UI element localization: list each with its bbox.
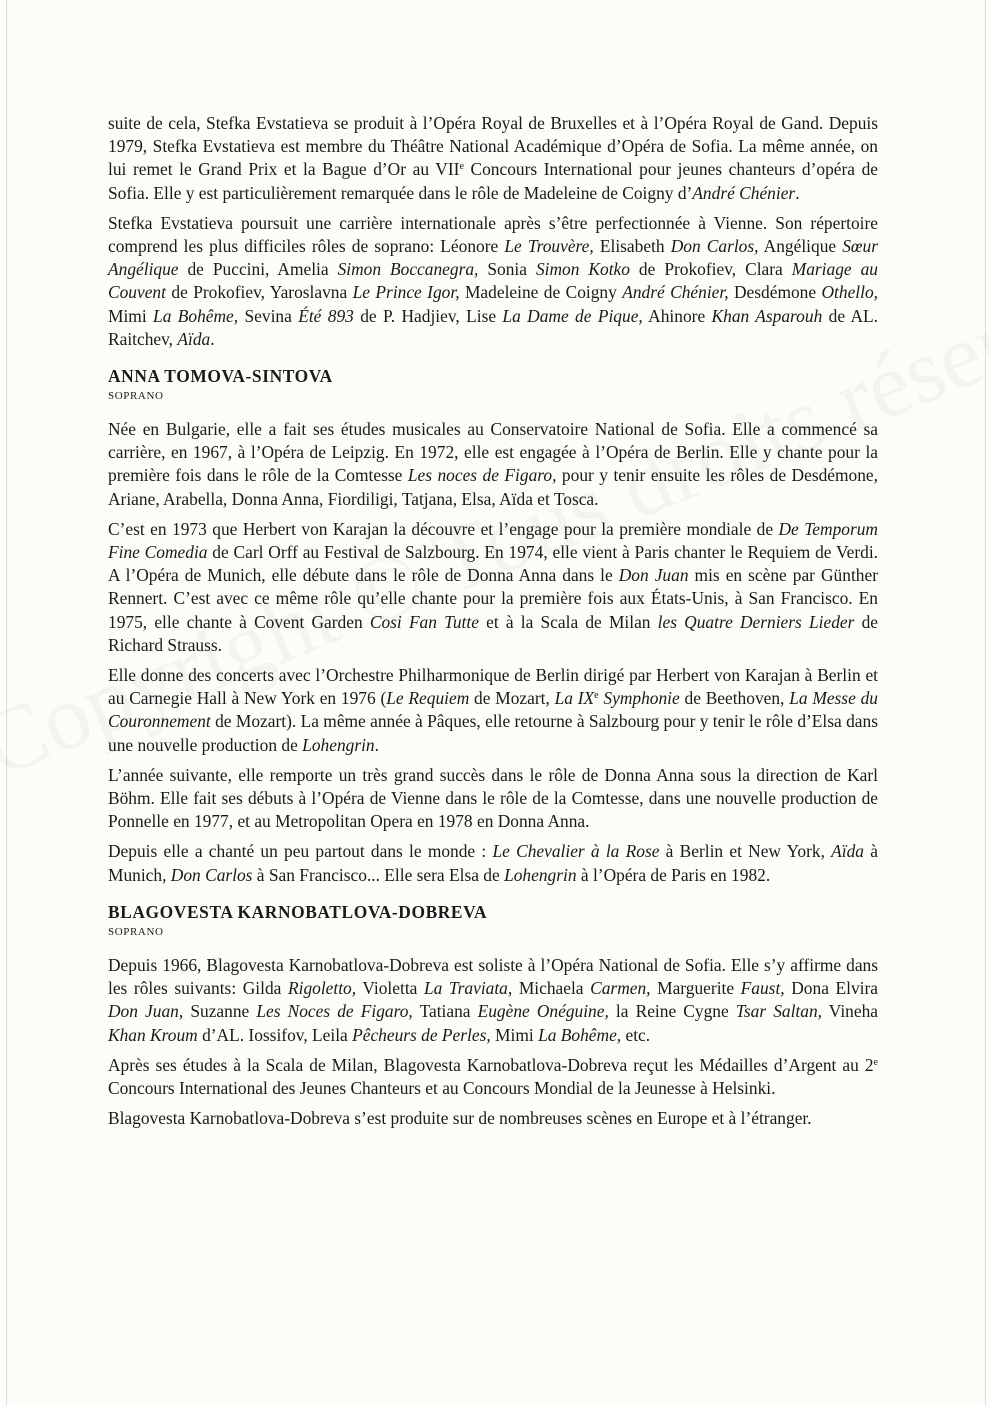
italic-title: Don Juan, — [108, 1001, 184, 1022]
document-page — [6, 0, 986, 1405]
text-run: et à la Scala de Milan — [478, 611, 658, 632]
italic-title: Tsar Saltan, — [735, 1001, 823, 1022]
ordinal-superscript: e — [594, 690, 599, 702]
italic-title: Les noces de Figaro, — [407, 465, 557, 486]
italic-title: Eugène Onéguine, — [477, 1001, 609, 1022]
text-run: pour y tenir ensuite les rôles de Desdémone, Ariane, Arabella, Donna Anna, Fiordiligi, Tatjana, Elsa, Aïda et Tosca. — [108, 465, 879, 509]
text-run: Michaela — [512, 978, 591, 999]
text-run: Mimi — [108, 305, 154, 326]
italic-title: Simon Boccanegra, — [337, 259, 479, 280]
text-run: . — [210, 328, 215, 349]
text-run: Blagovesta Karnobatlova-Dobreva s’est produite sur de nombreuses scènes en Europe et à l’étranger. — [108, 1108, 812, 1129]
italic-title: Le Requiem — [386, 688, 470, 709]
text-run: Ahinore — [642, 305, 712, 326]
italic-title: De Temporum Fine Comedia — [108, 518, 878, 563]
text-run: Madeleine de Coigny — [459, 282, 623, 303]
text-run: à Munich, — [108, 841, 878, 885]
italic-title: Khan Kroum — [108, 1024, 198, 1045]
text-run: de Carl Orff au Festival de Salzbourg. En 1974, elle vient à Paris chanter le Requiem de Verdi. A l’Opéra de Munich, elle débute dans le rôle de Donna Anna dans le — [108, 542, 878, 586]
text-run: la Reine Cygne — [608, 1001, 736, 1022]
italic-title: Lohengrin — [504, 864, 577, 885]
italic-title: André Chénier, — [622, 282, 729, 303]
italic-title: Don Juan — [618, 565, 689, 586]
singer-name: BLAGOVESTA KARNOBATLOVA-DOBREVA — [108, 901, 488, 922]
text-run: Après ses études à la Scala de Milan, Blagovesta Karnobatlova-Dobreva reçut les Médailles d’Argent au 2 — [108, 1054, 874, 1075]
text-run: Concours International des Jeunes Chanteurs et au Concours Mondial de la Jeunesse à Helsinki. — [108, 1077, 776, 1098]
text-run: de AL. Raitchev, — [108, 305, 878, 349]
text-run: Sevina — [238, 305, 299, 326]
italic-title: Les Noces de Figaro, — [256, 1001, 413, 1022]
italic-title: La Bohême, — [538, 1024, 622, 1045]
text-run: Stefka Evstatieva poursuit une carrière internationale après s’être perfectionnée à Vienne. Son répertoire comprend les plus difficiles rôles de soprano: Léonore — [108, 212, 878, 257]
text-run: Suzanne — [183, 1001, 257, 1022]
italic-title: Othello, — [821, 282, 879, 303]
page-content — [108, 112, 878, 1137]
text-run: Tatiana — [412, 1001, 478, 1022]
paragraph — [108, 764, 878, 834]
text-run: Dona Elvira — [784, 978, 878, 999]
italic-title: Pêcheurs de Perles, — [352, 1024, 491, 1045]
text-run: de Puccini, Amelia — [178, 259, 338, 280]
text-run: Depuis 1966, Blagovesta Karnobatlova-Dobreva est soliste à l’Opéra National de Sofia. Elle s’y affirme dans les rôles suivants: Gilda — [108, 954, 878, 999]
voice-type: SOPRANO — [108, 925, 164, 938]
italic-title: Le Trouvère, — [504, 236, 594, 257]
text-run: Née en Bulgarie, elle a fait ses études musicales au Conservatoire National de Sofia. Elle a commencé sa carrière, en 1967, à l’Opéra de Leipzig. En 1972, elle est engagée à l’Opéra de Berlin. Elle y chante pour la première fois dans le rôle de la Comtesse — [108, 419, 878, 486]
italic-title: Sœur Angélique — [108, 236, 878, 280]
italic-title: La Dame de Pique, — [502, 305, 643, 326]
text-run: suite de cela, Stefka Evstatieva se produit à l’Opéra Royal de Bruxelles et à l’Opéra Royal de Gand. Depuis 1979, Stefka Evstatieva est membre du Théâtre National Académique d’Opéra de Sofia. La même année, on lui remet le Grand Prix et la Bague d’Or au VII — [108, 113, 878, 180]
text-run: etc. — [621, 1024, 651, 1045]
italic-title: Aïda — [831, 841, 865, 862]
italic-title: La Bohême, — [153, 305, 239, 326]
text-run: Concours International pour jeunes chanteurs d’opéra de Sofia. Elle y est particulièrement remarquée dans le rôle de Madeleine de Coigny d’ — [108, 159, 878, 203]
bio-section-karnobatlova-dobreva — [108, 902, 878, 1130]
text-run: d’AL. Iossifov, Leila — [197, 1024, 353, 1045]
text-run: C’est en 1973 que Herbert von Karajan la découvre et l’engage pour la première mondiale de — [108, 518, 779, 539]
ordinal-superscript: e — [873, 1056, 878, 1068]
text-run: à San Francisco... Elle sera Elsa de — [252, 864, 505, 885]
singer-name: ANNA TOMOVA-SINTOVA — [108, 366, 333, 387]
bio-section-tomova-sintova — [108, 366, 878, 887]
text-run: de Beethoven, — [679, 688, 790, 709]
text-run: Mimi — [490, 1024, 539, 1045]
italic-title: Simon Kotko — [535, 259, 630, 280]
text-run: de Mozart). La même année à Pâques, elle retourne à Salzbourg pour y tenir le rôle d’Elsa dans une nouvelle production de — [108, 711, 878, 755]
text-run: Marguerite — [650, 978, 741, 999]
paragraph — [108, 1054, 878, 1100]
italic-title: La Messe du Couronnement — [108, 688, 878, 732]
italic-title: Mariage au Couvent — [108, 259, 878, 303]
text-run: de Mozart, — [469, 688, 555, 709]
text-run: mis en scène par Günther Rennert. C’est avec ce même rôle qu’elle chante pour la première fois aux États-Unis, à San Francisco. En 1975, elle chante à Covent Garden — [108, 565, 878, 632]
text-run: Elisabeth — [593, 236, 671, 257]
text-run: de Prokofiev, Clara — [629, 259, 792, 280]
italic-title: Khan Asparouh — [711, 305, 823, 326]
italic-title: Symphonie — [598, 688, 680, 709]
italic-title: Lohengrin — [302, 734, 375, 755]
text-run: Desdémone — [728, 282, 822, 303]
text-run: Violetta — [356, 978, 424, 999]
text-run: L’année suivante, elle remporte un très grand succès dans le rôle de Donna Anna sous la direction de Karl Böhm. Elle fait ses débuts à l’Opéra de Vienne dans le rôle de la Comtesse, dans une nouvelle production de Ponnelle en 1977, et au Metropolitan Opera en 1978 en Donna Anna. — [108, 764, 878, 832]
italic-title: La IX — [554, 688, 595, 709]
text-run: . — [795, 182, 800, 203]
italic-title: Don Carlos, — [670, 236, 759, 257]
paragraph — [108, 954, 878, 1047]
voice-type: SOPRANO — [108, 390, 164, 403]
italic-title: Faust, — [740, 978, 785, 999]
italic-title: les Quatre Derniers Lieder — [657, 611, 855, 632]
text-run: Vineha — [822, 1001, 878, 1022]
text-run: Sonia — [478, 259, 536, 280]
italic-title: Le Prince Igor, — [352, 282, 460, 303]
ordinal-superscript: e — [459, 161, 464, 173]
italic-title: Cosi Fan Tutte — [369, 611, 479, 632]
italic-title: Rigoletto, — [288, 978, 357, 999]
italic-title: La Traviata, — [423, 978, 513, 999]
italic-title: Aïda — [177, 328, 211, 349]
text-run: Angélique — [758, 236, 843, 257]
text-run: de Prokofiev, Yaroslavna — [165, 282, 353, 303]
paragraph — [108, 518, 878, 657]
text-run: à Berlin et New York, — [659, 841, 832, 862]
paragraph — [108, 418, 878, 511]
text-run: de P. Hadjiev, Lise — [353, 305, 503, 326]
italic-title: Don Carlos — [170, 864, 253, 885]
italic-title: Carmen, — [590, 978, 651, 999]
italic-title: Été 893 — [298, 305, 354, 326]
paragraph — [108, 112, 878, 205]
text-run: à l’Opéra de Paris en 1982. — [576, 864, 771, 885]
text-run: Elle donne des concerts avec l’Orchestre Philharmonique de Berlin dirigé par Herbert von Karajan à Berlin et au Carnegie Hall à New York en 1976 ( — [108, 665, 878, 709]
paragraph — [108, 212, 878, 351]
paragraph — [108, 840, 878, 886]
italic-title: André Chénier — [692, 182, 796, 203]
paragraph — [108, 664, 878, 757]
paragraph — [108, 1107, 878, 1130]
text-run: de Richard Strauss. — [108, 611, 879, 655]
intro-section — [108, 112, 878, 351]
text-run: . — [374, 734, 379, 755]
text-run: Depuis elle a chanté un peu partout dans le monde : — [108, 841, 493, 862]
italic-title: Le Chevalier à la Rose — [492, 841, 660, 862]
